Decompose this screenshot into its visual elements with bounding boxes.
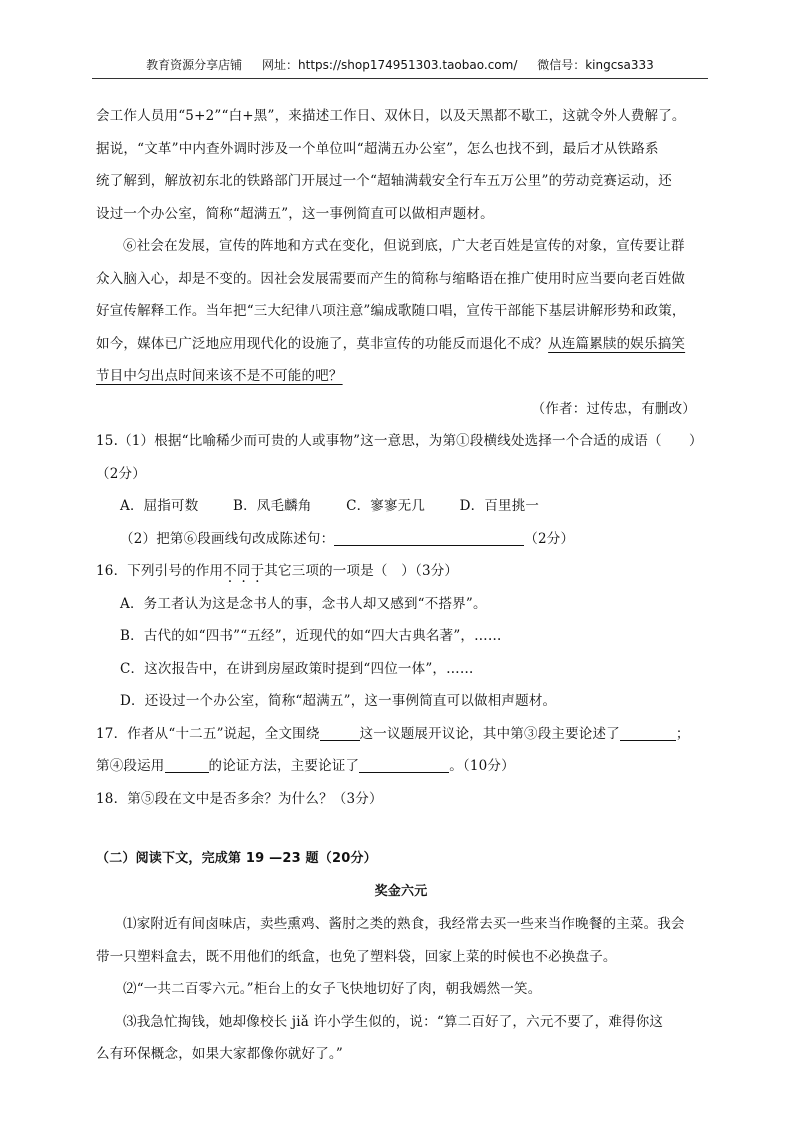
question-18: 18．第⑤段在文中是否多余？为什么？（3分） bbox=[96, 790, 383, 807]
question-15-2 bbox=[96, 523, 706, 556]
answer-blank bbox=[320, 724, 360, 741]
author-note: （作者：过传忠，有删改） bbox=[531, 400, 696, 417]
article-line: 带一只塑料盒去，既不用他们的纸盒，也免了塑料袋，回家上菜的时候也不必换盘子。 bbox=[96, 948, 617, 965]
answer-blank bbox=[165, 756, 209, 773]
question-16-option-d: D．还设过一个办公室，简称“超满五”，这一事例简直可以做相声题材。 bbox=[120, 693, 557, 709]
question-16-stem bbox=[96, 555, 706, 588]
questions bbox=[96, 425, 706, 815]
article-line: ⑶我急忙掏钱，她却像校长 jiǎ 许小学生似的，说：“算二百好了，六元不要了，难得你这 bbox=[123, 1013, 664, 1030]
question-16-option-b: B．古代的如“四书”“五经”，近现代的如“四大古典名著”，…… bbox=[120, 628, 502, 644]
passage-line: 设过一个办公室，简称“超满五”，这一事例简直可以做相声题材。 bbox=[96, 205, 494, 222]
answer-blank bbox=[620, 724, 676, 741]
answer-blank bbox=[334, 529, 524, 546]
question-16-text-end: 其它三项的一项是（ ）（3分） bbox=[264, 563, 459, 579]
question-15-stem: 15.（1）根据“比喻稀少而可贵的人或事物”这一意思，为第①段横线处选择一个合适的成语（ ） bbox=[96, 433, 703, 449]
answer-blank bbox=[359, 756, 449, 773]
passage-line: 好宣传解释工作。当年把“三大纪律八项注意”编成歌随口唱，宣传干部能下基层讲解形势和政策， bbox=[96, 303, 686, 319]
question-17-line2 bbox=[96, 750, 706, 783]
question-17-text: ； bbox=[675, 725, 690, 742]
header-wechat: 微信号：kingcsa333 bbox=[537, 58, 654, 72]
emphasis-char: 同 bbox=[236, 563, 251, 579]
emphasis-char: 于 bbox=[250, 563, 265, 579]
question-17-text: 第④段运用 bbox=[96, 758, 165, 774]
underlined-sentence: 节目中匀出点时间来该不是不可能的吧？ bbox=[96, 368, 343, 384]
section-heading: （二）阅读下文，完成第 19 —23 题（20分） bbox=[96, 851, 377, 866]
passage bbox=[96, 100, 706, 425]
article-line: 么有环保概念，如果大家都像你就好了。” bbox=[96, 1046, 343, 1062]
underlined-sentence: 从连篇累牍的娱乐搞笑 bbox=[548, 335, 686, 352]
question-17-text: 17．作者从“十二五”说起，全文围绕 bbox=[96, 725, 320, 742]
passage-line: ⑥社会在发展，宣传的阵地和方式在变化，但说到底，广大老百姓是宣传的对象，宣传要让群 bbox=[123, 238, 685, 254]
question-16-text: 16．下列引号的作用 bbox=[96, 563, 224, 579]
option-a: A．屈指可数 bbox=[120, 498, 199, 514]
page-content bbox=[96, 100, 706, 1071]
option-b: B．凤毛麟角 bbox=[232, 498, 312, 514]
page-header bbox=[92, 56, 708, 79]
passage-text: 如今，媒体已广泛地应用现代化的设施了，莫非宣传的功能反而退化不成？ bbox=[96, 335, 549, 352]
question-16-option-c: C．这次报告中，在讲到房屋政策时提到“四位一体”，…… bbox=[120, 660, 474, 677]
article-line: ⑵“一共二百零六元。”柜台上的女子飞快地切好了肉，朝我嫣然一笑。 bbox=[123, 981, 542, 997]
question-17-line1 bbox=[96, 718, 706, 751]
question-15-score: （2分） bbox=[96, 465, 146, 482]
header-shop: 教育资源分享店铺 bbox=[146, 58, 243, 72]
section-2 bbox=[96, 843, 706, 1071]
passage-line bbox=[96, 360, 706, 393]
article-title: 奖金六元 bbox=[374, 883, 428, 899]
question-15-options bbox=[96, 490, 706, 523]
option-c: C．寥寥无几 bbox=[346, 498, 426, 514]
question-17-text: 这一议题展开议论，其中第③段主要论述了 bbox=[359, 725, 620, 742]
passage-line: 据说，“文革”中内查外调时涉及一个单位叫“超满五办公室”，怎么也找不到，最后才从铁路系 bbox=[96, 140, 659, 157]
option-d: D．百里挑一 bbox=[459, 498, 540, 514]
header-url: 网址：https://shop174951303.taobao.com/ bbox=[262, 58, 518, 72]
question-15-2-score: （2分） bbox=[524, 530, 575, 547]
passage-line: 统了解到，解放初东北的铁路部门开展过一个“超轴满载安全行车五万公里”的劳动竞赛运动，还 bbox=[96, 173, 672, 189]
passage-line: 众入脑入心，却是不变的。因社会发展需要而产生的简称与缩略语在推广使用时应当要向老百姓做 bbox=[96, 270, 686, 287]
question-15-2-text: （2）把第⑥段画线句改成陈述句： bbox=[120, 530, 335, 547]
passage-line bbox=[96, 328, 706, 361]
article-line: ⑴家附近有间卤味店，卖些熏鸡、酱肘之类的熟食，我经常去买一些来当作晚餐的主菜。我会 bbox=[123, 916, 685, 932]
question-16-option-a: A．务工者认为这是念书人的事，念书人却又感到“不搭界”。 bbox=[120, 595, 487, 612]
question-17-text: 。（10分） bbox=[449, 758, 515, 774]
question-17-text: 的论证方法，主要论证了 bbox=[208, 758, 360, 774]
passage-line: 会工作人员用“5+2”“白+黑”，来描述工作日、双休日，以及天黑都不歇工，这就令外人费解了。 bbox=[96, 108, 686, 124]
emphasis-char: 不 bbox=[223, 563, 237, 579]
emphasis-dotted bbox=[223, 563, 264, 579]
